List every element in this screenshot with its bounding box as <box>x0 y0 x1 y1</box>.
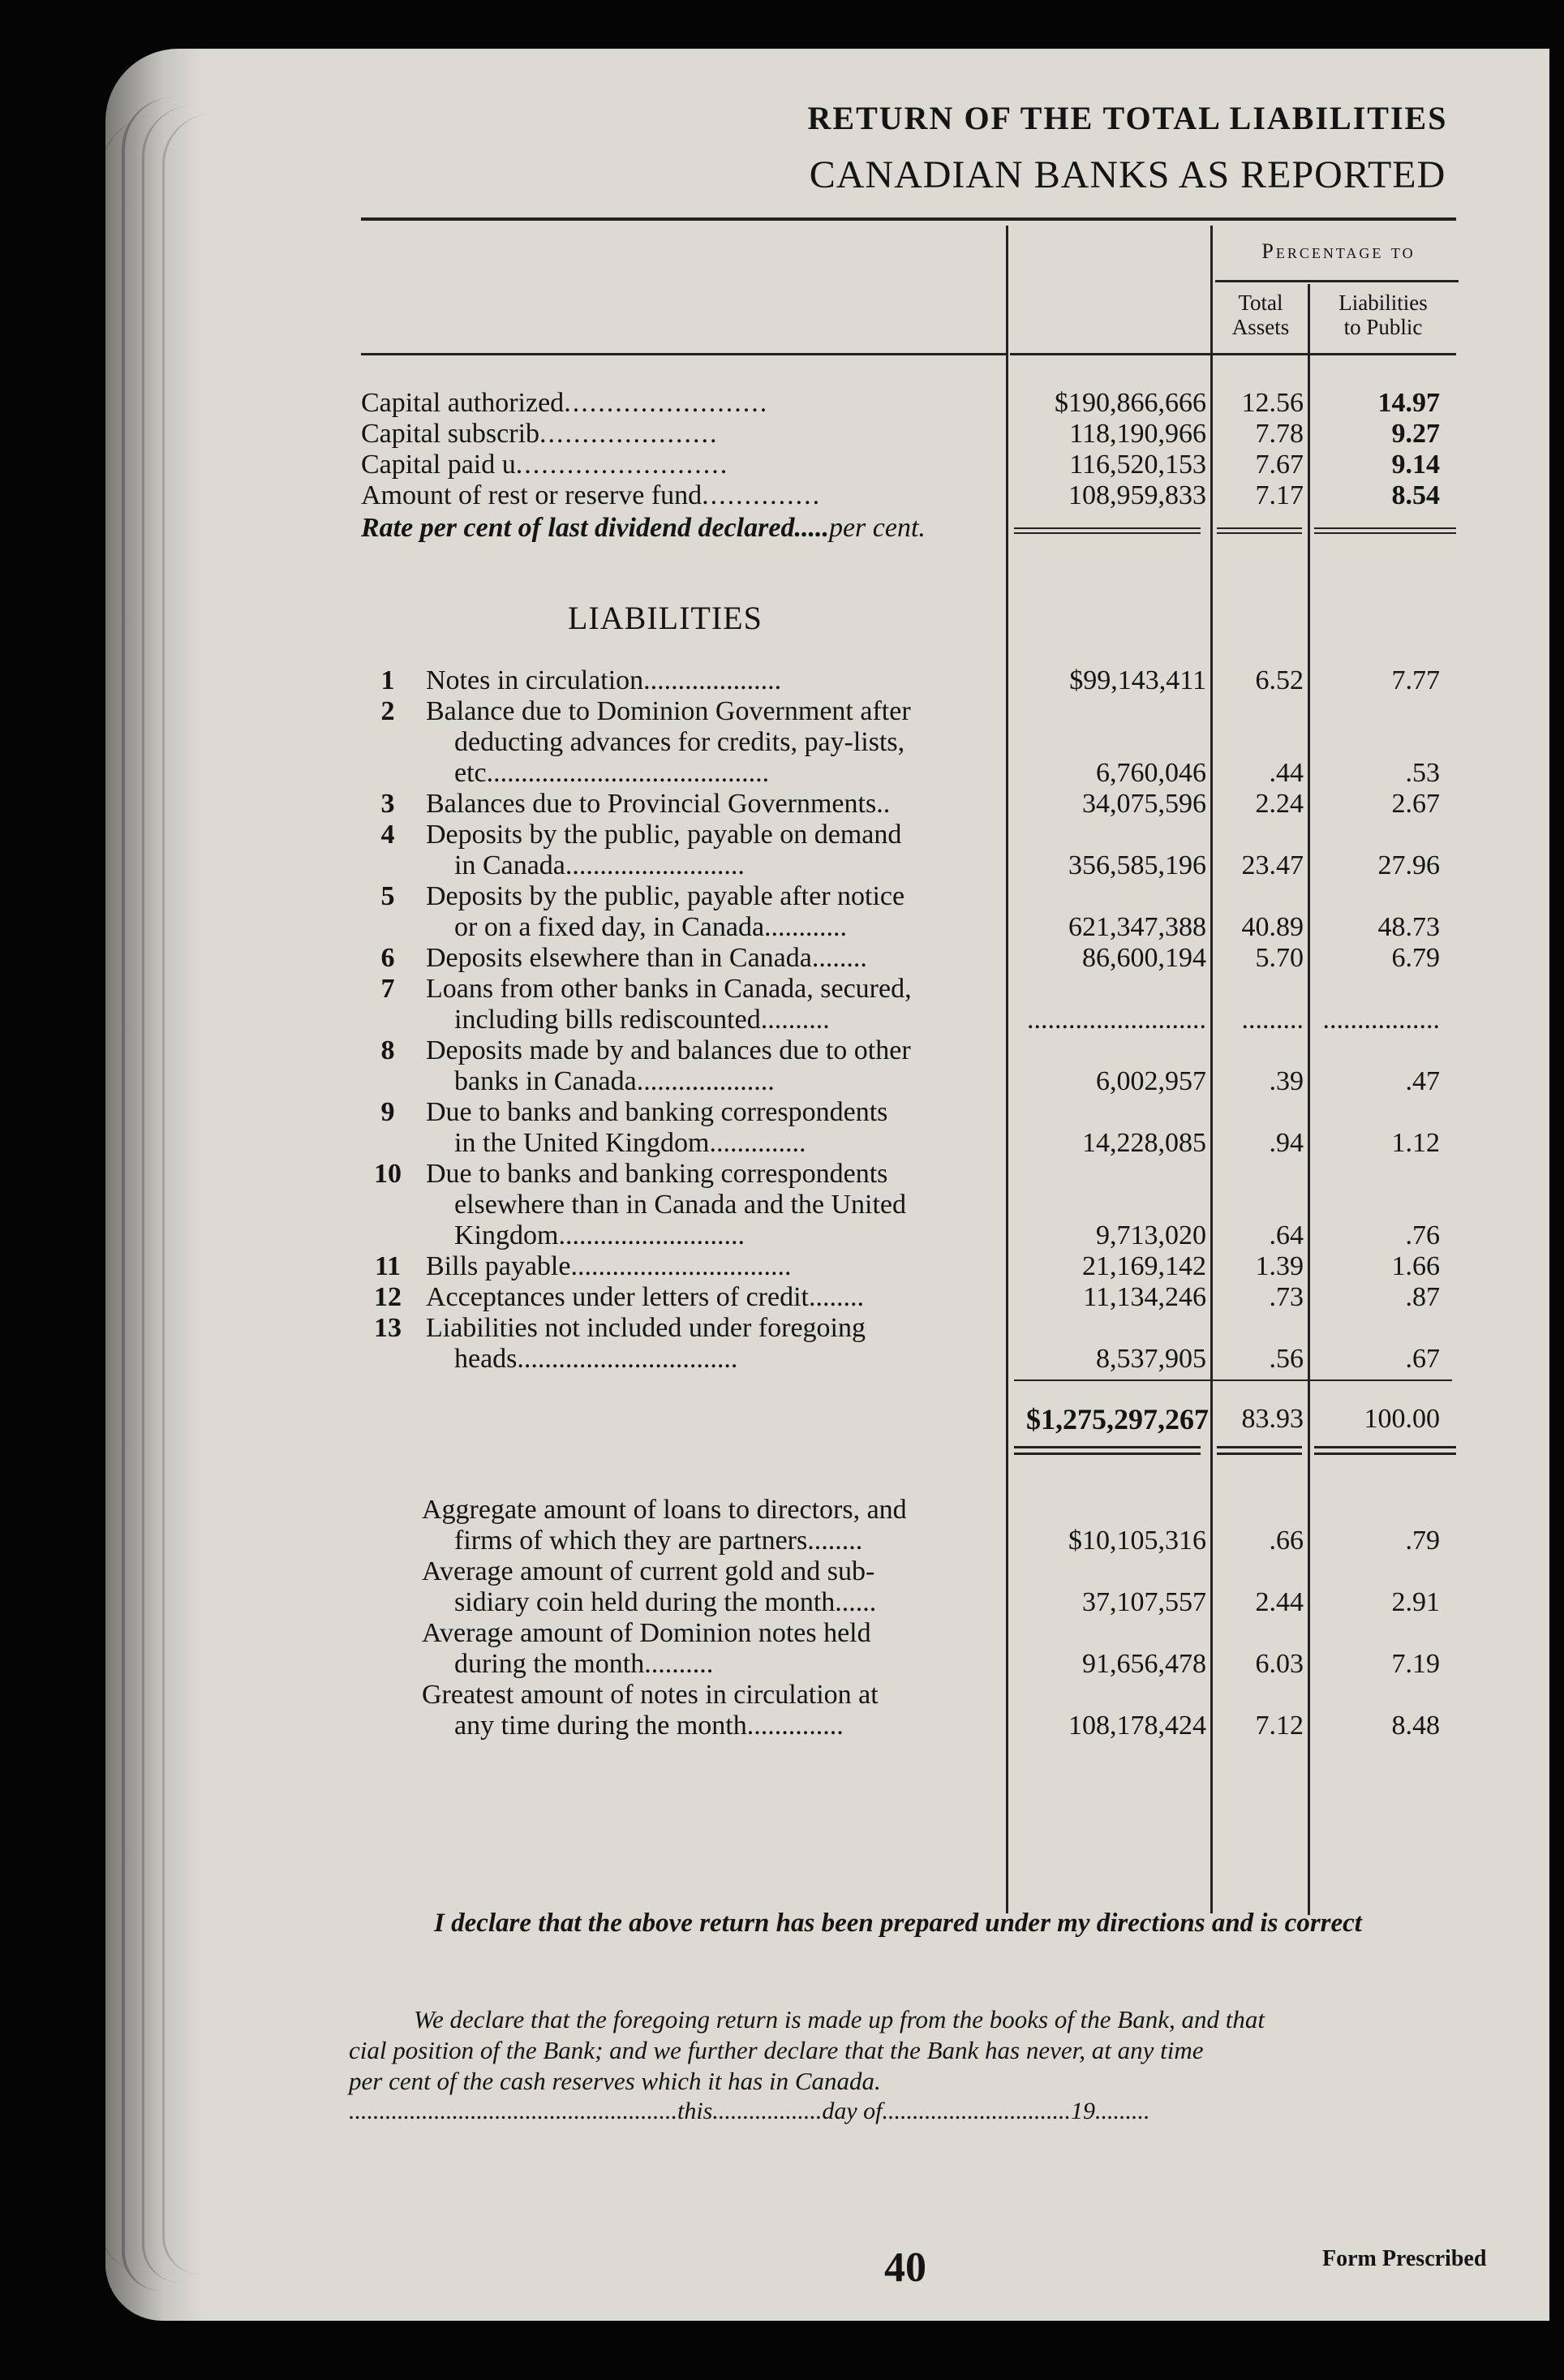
liability-pct-public: 1.12 <box>1391 1128 1440 1158</box>
aggregate-label: Average amount of current gold and sub- <box>422 1556 875 1586</box>
rate-double-rule <box>1014 527 1201 529</box>
capital-dots: ......................... <box>515 450 729 480</box>
liability-amount: 21,169,142 <box>1082 1251 1206 1281</box>
liability-label: Due to banks and banking correspondents <box>426 1097 888 1127</box>
capital-pct-public: 9.27 <box>1391 419 1440 449</box>
liability-number: 6 <box>380 943 395 973</box>
rate-double-rule <box>1314 532 1456 534</box>
liability-label: or on a fixed day, in Canada............ <box>454 912 848 942</box>
liability-pct-assets: 23.47 <box>1241 850 1304 880</box>
total-double-rule <box>1314 1446 1456 1448</box>
declaration-directors <box>349 2004 1460 2097</box>
declaration-line: per cent of the cash reserves which it has in Canada. <box>349 2067 881 2095</box>
liability-label: Notes in circulation.................... <box>426 665 782 695</box>
liability-pct-assets: 5.70 <box>1255 943 1304 973</box>
header-rule <box>361 217 1456 221</box>
aggregate-label: Aggregate amount of loans to directors, and <box>422 1495 907 1525</box>
liability-label: including bills rediscounted.......... <box>454 1005 830 1035</box>
liabilities-to-public-header <box>1310 291 1456 339</box>
declaration-line: We declare that the foregoing return is made up from the books of the Bank, and that <box>414 2005 1265 2034</box>
total-top-rule <box>1014 1379 1452 1381</box>
liability-pct-public: 48.73 <box>1377 912 1440 942</box>
liability-pct-assets: .73 <box>1269 1282 1304 1312</box>
capital-pct-assets: 7.78 <box>1255 419 1304 449</box>
liability-number: 8 <box>380 1035 395 1065</box>
liability-pct-public: 6.79 <box>1391 943 1440 973</box>
liability-number: 12 <box>374 1282 402 1312</box>
liability-number: 3 <box>380 789 395 819</box>
liabilities-title: LIABILITIES <box>568 600 763 636</box>
title-line-1: RETURN OF THE TOTAL LIABILITIES <box>807 100 1448 136</box>
declaration-manager: I declare that the above return has been prepared under my directions and is correct <box>434 1909 1362 1938</box>
total-assets-header <box>1213 291 1308 339</box>
liability-label: Deposits by the public, payable on demand <box>426 820 902 850</box>
aggregate-label: any time during the month.............. <box>454 1711 844 1741</box>
liability-pct-public: 7.77 <box>1391 665 1440 695</box>
total-double-rule <box>1014 1446 1201 1448</box>
aggregate-pct-assets: .66 <box>1269 1526 1304 1556</box>
date-line: ......................................................this..................day of...............................19......... <box>349 2098 1150 2124</box>
capital-amount: 108,959,833 <box>1068 480 1206 510</box>
aggregate-amount: 108,178,424 <box>1068 1711 1206 1741</box>
aggregate-pct-assets: 7.12 <box>1255 1711 1304 1741</box>
form-prescribed-label: Form Prescribed <box>1322 2246 1487 2271</box>
liability-label: Kingdom........................... <box>454 1220 745 1250</box>
capital-pct-assets: 7.67 <box>1255 450 1304 480</box>
liability-amount: 9,713,020 <box>1096 1220 1206 1250</box>
aggregate-label: sidiary coin held during the month...... <box>454 1587 877 1617</box>
liability-pct-public: 27.96 <box>1377 850 1440 880</box>
liability-amount: 6,002,957 <box>1096 1066 1206 1096</box>
capital-row-label <box>361 480 821 511</box>
liability-pct-assets: 40.89 <box>1241 912 1304 942</box>
aggregate-label: firms of which they are partners........ <box>454 1526 863 1556</box>
liability-amount: 356,585,196 <box>1068 850 1206 880</box>
total-assets-header-line: Total <box>1238 291 1283 315</box>
liability-pct-assets: .56 <box>1269 1344 1304 1374</box>
liability-pct-public: 1.66 <box>1391 1251 1440 1281</box>
liabilities-to-public-header-line: to Public <box>1343 315 1423 339</box>
capital-pct-assets: 7.17 <box>1255 480 1304 510</box>
liability-pct-assets: 6.52 <box>1255 665 1304 695</box>
rate-double-rule <box>1217 532 1302 534</box>
liability-number: 5 <box>380 881 395 911</box>
aggregate-label: Average amount of Dominion notes held <box>422 1618 871 1648</box>
capital-pct-public: 14.97 <box>1377 388 1440 418</box>
aggregate-label: Greatest amount of notes in circulation at <box>422 1680 879 1710</box>
declaration-line: cial position of the Bank; and we further declare that the Bank has never, at any time <box>349 2036 1204 2064</box>
aggregate-amount: 37,107,557 <box>1082 1587 1206 1617</box>
liability-amount: $99,143,411 <box>1069 665 1206 695</box>
rate-dots: ..... <box>794 513 829 543</box>
liabilities-to-public-header-line: Liabilities <box>1338 291 1428 315</box>
capital-label: Capital authorized <box>361 388 565 418</box>
liability-label: elsewhere than in Canada and the United <box>454 1190 907 1220</box>
header-bottom-rule <box>361 353 1006 355</box>
aggregate-pct-public: 8.48 <box>1391 1711 1440 1741</box>
total-amount: $1,275,297,267 <box>1026 1403 1209 1435</box>
liability-amount: 621,347,388 <box>1068 912 1206 942</box>
liability-label: Balances due to Provincial Governments.. <box>426 789 891 819</box>
aggregate-amount: $10,105,316 <box>1068 1526 1206 1556</box>
rate-suffix: per cent. <box>828 513 926 543</box>
liability-pct-assets: 2.24 <box>1255 789 1304 819</box>
aggregate-amount: 91,656,478 <box>1082 1649 1206 1679</box>
liability-amount: 14,228,085 <box>1082 1128 1206 1158</box>
liability-label: Due to banks and banking correspondents <box>426 1159 888 1189</box>
title-line-2: CANADIAN BANKS AS REPORTED <box>809 153 1446 196</box>
liability-number: 9 <box>380 1097 395 1127</box>
rate-label: Rate per cent of last dividend declared <box>361 513 795 543</box>
liability-label: Liabilities not included under foregoing <box>426 1313 866 1343</box>
capital-row-label <box>361 450 728 480</box>
liability-number: 4 <box>380 820 395 850</box>
aggregate-pct-assets: 6.03 <box>1255 1649 1304 1679</box>
liability-pct-public: .47 <box>1405 1066 1440 1096</box>
rate-double-rule <box>1217 527 1302 529</box>
capital-row-label <box>361 419 719 450</box>
liability-number: 7 <box>380 974 395 1004</box>
capital-label: Capital subscrib <box>361 419 540 449</box>
liability-label: banks in Canada.................... <box>454 1066 775 1096</box>
capital-label: Capital paid u <box>361 450 516 480</box>
liability-pct-assets: 1.39 <box>1255 1251 1304 1281</box>
liability-pct-assets: .44 <box>1269 758 1304 788</box>
liability-number: 10 <box>374 1159 402 1189</box>
percentage-rule <box>1215 280 1459 282</box>
liability-label: Deposits made by and balances due to other <box>426 1035 911 1065</box>
liability-number: 1 <box>380 665 395 695</box>
aggregate-pct-public: 2.91 <box>1391 1587 1440 1617</box>
capital-dots: ..................... <box>539 419 719 449</box>
binding-shadow <box>105 49 203 2321</box>
liability-label: deducting advances for credits, pay-lists, <box>454 727 905 757</box>
column-rule-amount <box>1006 226 1008 1913</box>
liability-pct-public: .67 <box>1405 1344 1440 1374</box>
aggregate-pct-assets: 2.44 <box>1255 1587 1304 1617</box>
liability-label: heads................................ <box>454 1344 738 1374</box>
liability-amount: 34,075,596 <box>1082 789 1206 819</box>
rate-double-rule <box>1014 532 1201 534</box>
capital-pct-assets: 12.56 <box>1241 388 1304 418</box>
liability-amount: 86,600,194 <box>1082 943 1206 973</box>
liability-label: Loans from other banks in Canada, secured, <box>426 974 912 1004</box>
liability-amount: 8,537,905 <box>1096 1344 1206 1374</box>
total-pct-public: 100.00 <box>1364 1404 1440 1434</box>
page-number: 40 <box>884 2244 926 2291</box>
liability-label: etc......................................... <box>454 758 770 788</box>
liability-label: Deposits by the public, payable after notice <box>426 881 905 911</box>
liability-pct-public: .76 <box>1405 1220 1440 1250</box>
liability-pct-assets: .64 <box>1269 1220 1304 1250</box>
capital-row-label <box>361 388 768 419</box>
total-assets-header-line: Assets <box>1231 315 1290 339</box>
total-pct-assets: 83.93 <box>1241 1404 1304 1434</box>
liability-label: Acceptances under letters of credit........ <box>426 1282 864 1312</box>
liability-pct-assets: .39 <box>1269 1066 1304 1096</box>
liability-number: 2 <box>380 696 395 726</box>
liability-label: in the United Kingdom.............. <box>454 1128 806 1158</box>
rate-row-label <box>361 513 926 544</box>
liability-pct-assets: ......... <box>1241 1005 1304 1035</box>
liability-pct-public: ................. <box>1322 1005 1440 1035</box>
liability-pct-public: 2.67 <box>1391 789 1440 819</box>
liability-amount: .......................... <box>1027 1005 1206 1035</box>
liability-amount: 11,134,246 <box>1083 1282 1206 1312</box>
liability-label: Bills payable................................ <box>426 1251 792 1281</box>
aggregate-pct-public: 7.19 <box>1391 1649 1440 1679</box>
liability-label: Deposits elsewhere than in Canada........ <box>426 943 867 973</box>
capital-amount: 116,520,153 <box>1069 450 1206 480</box>
liability-label: Balance due to Dominion Government after <box>426 696 911 726</box>
total-double-rule <box>1014 1453 1201 1455</box>
capital-amount: $190,866,666 <box>1055 388 1206 418</box>
capital-dots: .............. <box>702 480 822 510</box>
capital-label: Amount of rest or reserve fund <box>361 480 703 510</box>
liability-pct-public: .53 <box>1405 758 1440 788</box>
liability-amount: 6,760,046 <box>1096 758 1206 788</box>
liability-pct-public: .87 <box>1405 1282 1440 1312</box>
capital-amount: 118,190,966 <box>1069 419 1206 449</box>
capital-pct-public: 9.14 <box>1391 450 1440 480</box>
liability-number: 13 <box>374 1313 402 1343</box>
liability-label: in Canada.......................... <box>454 850 745 880</box>
percentage-to-header: Percentage to <box>1261 239 1416 263</box>
liability-number: 11 <box>374 1251 402 1281</box>
capital-dots: ........................ <box>564 388 769 418</box>
aggregate-label: during the month.......... <box>454 1649 714 1679</box>
capital-pct-public: 8.54 <box>1391 480 1440 510</box>
header-bottom-rule <box>1010 353 1456 355</box>
total-double-rule <box>1314 1453 1456 1455</box>
total-double-rule <box>1217 1446 1302 1448</box>
total-double-rule <box>1217 1453 1302 1455</box>
liability-pct-assets: .94 <box>1269 1128 1304 1158</box>
aggregate-pct-public: .79 <box>1405 1526 1440 1556</box>
rate-double-rule <box>1314 527 1456 529</box>
